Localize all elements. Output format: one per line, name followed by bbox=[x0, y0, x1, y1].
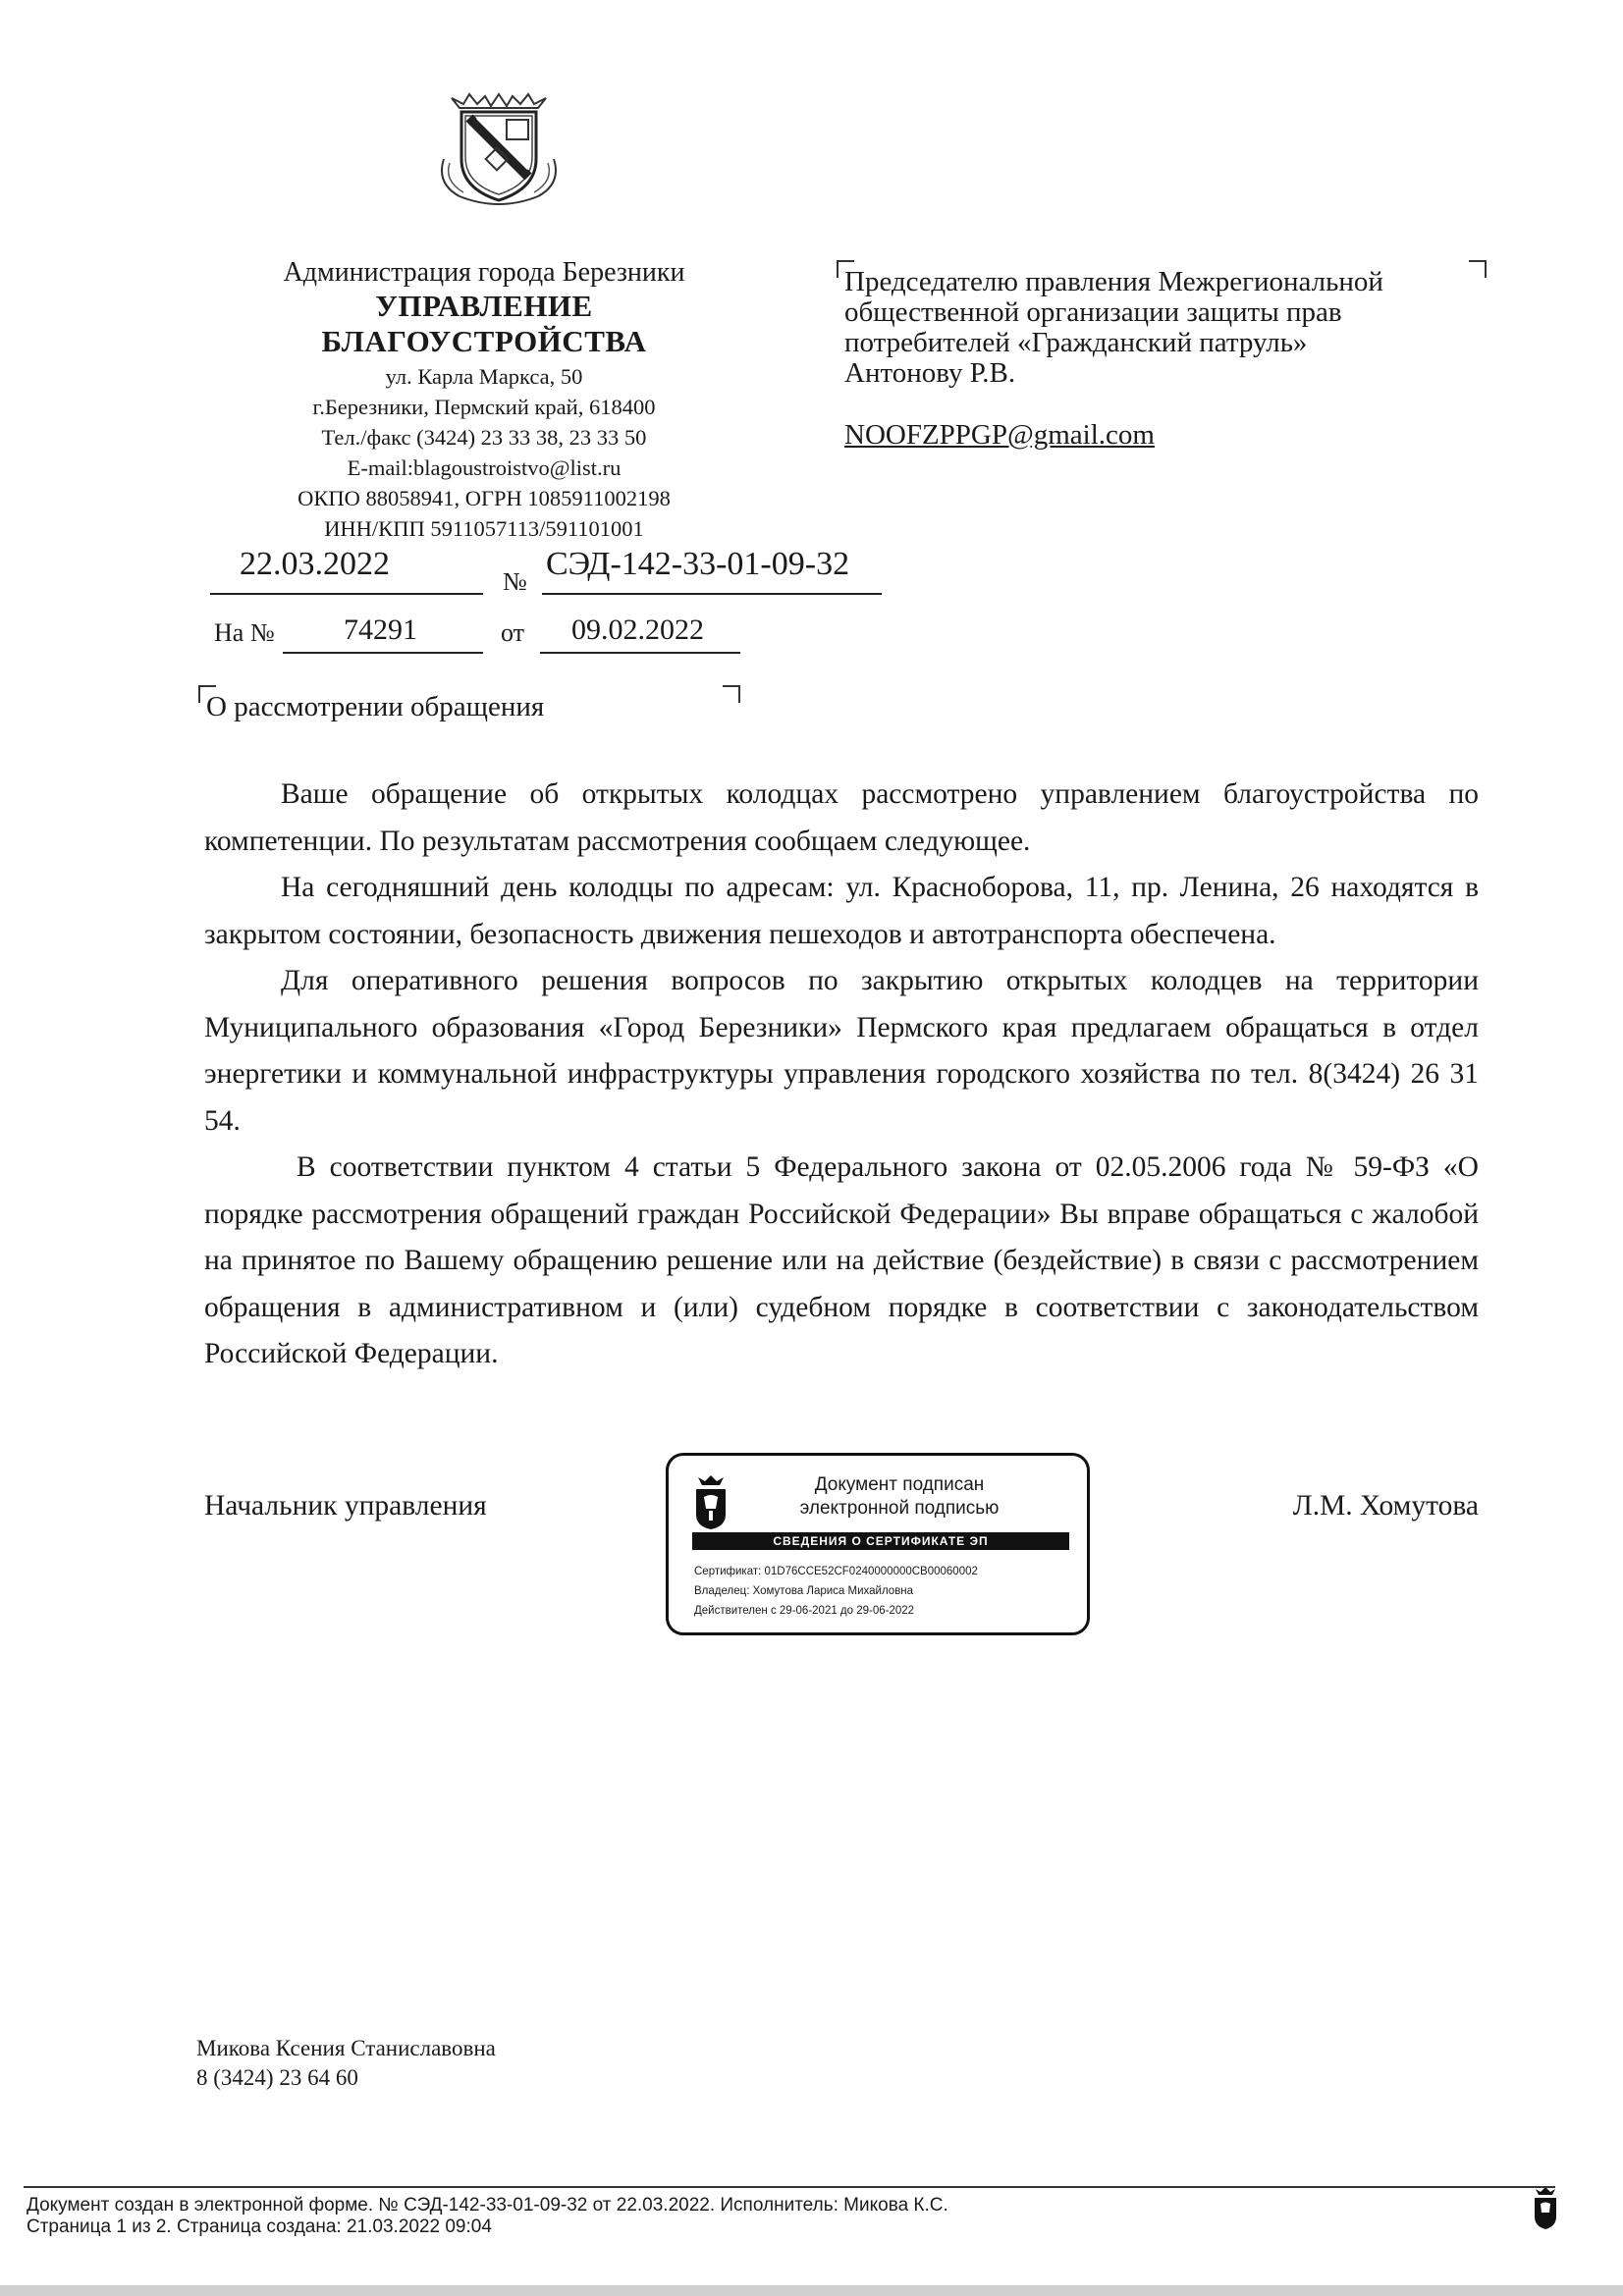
sender-email: E-mail:blagoustroistvo@list.ru bbox=[347, 455, 622, 480]
department-name-line1: УПРАВЛЕНИЕ bbox=[375, 289, 593, 323]
registration-number: СЭД-142-33-01-09-32 bbox=[546, 546, 850, 582]
sender-okpo: ОКПО 88058941, ОГРН 1085911002198 bbox=[298, 486, 671, 510]
stamp-validity: Действителен с 29-06-2021 до 29-06-2022 bbox=[694, 1605, 915, 1617]
stamp-line1: Документ подписан bbox=[814, 1474, 985, 1495]
sender-block bbox=[187, 257, 782, 544]
registration-date-underline bbox=[210, 593, 483, 595]
sender-inn: ИНН/КПП 5911057113/591101001 bbox=[324, 516, 644, 541]
stamp-owner: Владелец: Хомутова Лариса Михайловна bbox=[694, 1585, 914, 1597]
executor-name: Микова Ксения Станиславовна bbox=[196, 2036, 496, 2060]
scan-edge bbox=[0, 2285, 1623, 2296]
body-paragraph-2: На сегодняшний день колодцы по адресам: ул. Красноборова, 11, пр. Ленина, 26 находятся в закрытом состоянии, безопасность движения пешеходов и автотранспорта обеспечена. bbox=[204, 872, 1479, 950]
footer-line1: Документ создан в электронной форме. № СЭД-142-33-01-09-32 от 22.03.2022. Исполнитель: Микова К.С. bbox=[27, 2195, 948, 2216]
reference-number-label: На № bbox=[214, 618, 275, 647]
reference-number-underline bbox=[283, 652, 483, 654]
reference-number: 74291 bbox=[344, 614, 417, 646]
executor-phone: 8 (3424) 23 64 60 bbox=[196, 2065, 358, 2090]
footer-line2: Страница 1 из 2. Страница создана: 21.03.2022 09:04 bbox=[27, 2216, 492, 2237]
executor-block bbox=[196, 2034, 496, 2093]
registration-number-label: № bbox=[503, 567, 527, 596]
administration-name: Администрация города Березники bbox=[283, 257, 685, 288]
recipient-block bbox=[844, 267, 1473, 451]
signatory-name: Л.М. Хомутова bbox=[1292, 1490, 1479, 1522]
subject-corner-right bbox=[723, 685, 740, 703]
perm-krai-emblem-icon bbox=[692, 1475, 730, 1530]
footer-emblem-icon bbox=[1532, 2187, 1559, 2230]
recipient-line3: потребителей «Гражданский патруль» bbox=[844, 327, 1308, 358]
body-paragraph-1: Ваше обращение об открытых колодцах рассмотрено управлением благоустройства по компетенции. По результатам рассмотрения сообщаем следующее. bbox=[204, 778, 1479, 857]
sender-city: г.Березники, Пермский край, 618400 bbox=[312, 395, 656, 419]
registration-date: 22.03.2022 bbox=[240, 546, 390, 582]
electronic-signature-stamp bbox=[666, 1453, 1090, 1635]
signatory-title: Начальник управления bbox=[204, 1490, 487, 1522]
letter-body bbox=[204, 772, 1479, 1378]
stamp-heading bbox=[747, 1473, 1052, 1521]
stamp-metadata bbox=[694, 1562, 978, 1621]
letter-subject: О рассмотрении обращения bbox=[206, 691, 545, 722]
sender-phone: Тел./факс (3424) 23 33 38, 23 33 50 bbox=[321, 425, 647, 450]
stamp-line2: электронной подписью bbox=[799, 1498, 1000, 1519]
recipient-line1: Председателю правления Межрегиональной bbox=[844, 266, 1383, 297]
registration-number-underline bbox=[542, 593, 882, 595]
stamp-certificate-bar: СВЕДЕНИЯ О СЕРТИФИКАТЕ ЭП bbox=[692, 1532, 1069, 1550]
recipient-email-link[interactable]: NOOFZPPGP@gmail.com bbox=[844, 419, 1155, 451]
stamp-certificate: Сертификат: 01D76CCE52CF0240000000CB00060002 bbox=[694, 1566, 978, 1577]
reference-date: 09.02.2022 bbox=[571, 614, 704, 646]
body-paragraph-4: В соответствии пунктом 4 статьи 5 Федерального закона от 02.05.2006 года № 59-ФЗ «О порядке рассмотрения обращений граждан Российской Федерации» Вы вправе обращаться с жалобой на принятое по Вашему обращению решение или на действие (бездействие) в связи с рассмотрением обращения в административном и (или) судебном порядке в соответствии с законодательством Российской Федерации. bbox=[204, 1151, 1479, 1369]
reference-date-underline bbox=[540, 652, 740, 654]
recipient-line2: общественной организации защиты прав bbox=[844, 296, 1342, 328]
reference-date-label: от bbox=[501, 618, 525, 647]
document-footer bbox=[27, 2195, 948, 2238]
sender-street: ул. Карла Маркса, 50 bbox=[385, 364, 583, 389]
recipient-line4: Антонову Р.В. bbox=[844, 357, 1016, 389]
department-name-line2: БЛАГОУСТРОЙСТВА bbox=[321, 324, 647, 358]
footer-divider bbox=[24, 2186, 1555, 2188]
coat-of-arms-icon bbox=[430, 90, 568, 208]
body-paragraph-3: Для оперативного решения вопросов по закрытию открытых колодцев на территории Муниципального образования «Город Березники» Пермского края предлагаем обращаться в отдел энергетики и коммунальной инфраструктуры управления городского хозяйства по тел. 8(3424) 26 31 54. bbox=[204, 965, 1479, 1137]
